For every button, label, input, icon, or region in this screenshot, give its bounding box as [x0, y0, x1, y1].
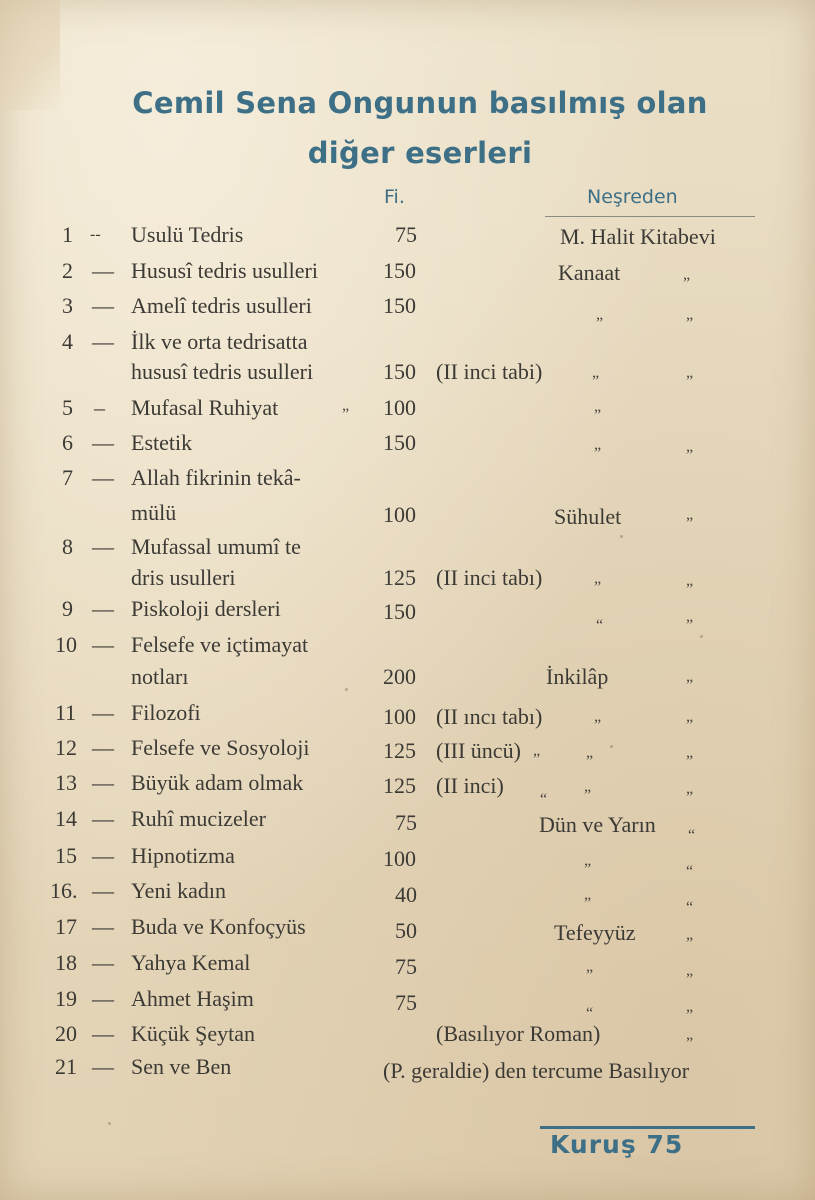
ditto-mark: ”: [594, 407, 602, 424]
ditto-mark: ”: [686, 717, 694, 734]
book-dash: —: [92, 465, 114, 490]
book-dash: —: [92, 700, 114, 725]
ditto-mark: “: [586, 1005, 594, 1022]
ditto-mark: ”: [586, 753, 594, 770]
book-price: 40: [395, 882, 417, 907]
book-price: 75: [395, 810, 417, 835]
book-number: 9: [62, 596, 73, 621]
book-edition: (II inci tabı): [436, 565, 543, 590]
paper-speck: [108, 1122, 111, 1125]
book-dash: —: [92, 950, 114, 975]
book-dash: —: [92, 1054, 114, 1079]
ditto-mark: ”: [686, 315, 694, 332]
book-dash: --: [90, 226, 101, 243]
price-label: Kuruş 75: [550, 1130, 684, 1159]
ditto-mark: ”: [686, 789, 694, 806]
book-price: 150: [383, 258, 416, 283]
book-dash: –: [94, 395, 105, 420]
book-dash: —: [92, 293, 114, 318]
paper-speck: [620, 535, 623, 538]
book-price: 150: [383, 293, 416, 318]
book-price: 125: [383, 565, 416, 590]
ditto-mark: ”: [533, 751, 541, 768]
book-price: 75: [395, 954, 417, 979]
ditto-mark: ”: [686, 373, 694, 390]
book-title: Estetik: [131, 430, 193, 455]
book-dash: —: [92, 878, 114, 903]
book-dash: —: [92, 806, 114, 831]
book-title: Sen ve Ben: [131, 1054, 232, 1079]
book-title-cont: mülü: [131, 500, 177, 525]
ditto-mark: “: [686, 899, 694, 916]
book-title: Büyük adam olmak: [131, 770, 304, 795]
book-publisher: Kanaat: [558, 260, 621, 285]
ditto-mark: ”: [586, 967, 594, 984]
book-dash: —: [92, 914, 114, 939]
book-dash: —: [92, 329, 114, 354]
book-edition: (II inci tabi): [436, 359, 543, 384]
book-dash: —: [92, 770, 114, 795]
ditto-mark: “: [688, 827, 696, 844]
book-number: 4: [62, 329, 73, 354]
book-title: Yeni kadın: [131, 878, 226, 903]
book-title: Piskoloji dersleri: [131, 596, 281, 621]
book-dash: —: [92, 430, 114, 455]
book-title: Küçük Şeytan: [131, 1021, 256, 1046]
ditto-mark: ”: [686, 971, 694, 988]
book-price: 125: [383, 738, 416, 763]
ditto-mark: ”: [592, 373, 600, 390]
ditto-mark: ”: [686, 753, 694, 770]
ditto-mark: ”: [686, 935, 694, 952]
book-price: 150: [383, 599, 416, 624]
ditto-mark: ”: [686, 447, 694, 464]
book-price: 100: [383, 395, 416, 420]
ditto-mark: ”: [594, 445, 602, 462]
book-title: Filozofi: [131, 700, 201, 725]
book-title-cont: dris usulleri: [131, 565, 236, 590]
book-title: Mufasal Ruhiyat: [131, 395, 279, 420]
ditto-mark: ”: [686, 617, 694, 634]
book-dash: —: [92, 596, 114, 621]
book-number: 8: [62, 534, 73, 559]
book-number: 21: [55, 1054, 77, 1079]
book-title: Hususî tedris usulleri: [131, 258, 318, 283]
book-number: 3: [62, 293, 73, 318]
book-title-cont: hususî tedris usulleri: [131, 359, 314, 384]
book-title: Usulü Tedris: [131, 222, 244, 247]
book-title: Allah fikrinin tekâ-: [131, 465, 301, 490]
header-nesreden: Neşreden: [587, 186, 678, 208]
title-line-1: Cemil Sena Ongunun basılmış olan: [132, 86, 708, 120]
book-dash: —: [92, 986, 114, 1011]
book-price: 150: [383, 430, 416, 455]
book-number: 6: [62, 430, 73, 455]
book-title: Ahmet Haşim: [131, 986, 254, 1011]
book-edition: (III üncü): [436, 738, 521, 763]
book-number: 12: [55, 735, 77, 760]
book-number: 20: [55, 1021, 77, 1046]
book-title-cont: notları: [131, 664, 189, 689]
book-price: 100: [383, 846, 416, 871]
book-price: 75: [395, 990, 417, 1015]
book-price: 150: [383, 359, 416, 384]
book-publisher: Sühulet: [554, 504, 622, 529]
book-title: Mufassal umumî te: [131, 534, 301, 559]
book-publisher: İnkilâp: [546, 664, 609, 689]
ditto-mark: “: [596, 617, 604, 634]
book-dash: —: [92, 1021, 114, 1046]
book-title: Felsefe ve içtimayat: [131, 632, 309, 657]
book-edition: (II inci): [436, 773, 504, 798]
book-title: Yahya Kemal: [131, 950, 251, 975]
book-number: 18: [55, 950, 77, 975]
book-edition: (II ıncı tabı): [436, 704, 543, 729]
book-price: 75: [395, 222, 417, 247]
ditto-mark: ”: [342, 406, 350, 423]
book-publisher: Tefeyyüz: [554, 920, 636, 945]
book-title: Felsefe ve Sosyoloji: [131, 735, 310, 760]
ditto-mark: ”: [686, 515, 694, 532]
paper-speck: [700, 635, 703, 638]
book-publisher: (Basılıyor Roman): [436, 1021, 601, 1046]
book-price: 200: [383, 664, 416, 689]
ditto-mark: ”: [683, 275, 691, 292]
book-number: 10: [55, 632, 77, 657]
paper-speck: [345, 688, 348, 691]
book-title: Amelî tedris usulleri: [131, 293, 312, 318]
book-price: 125: [383, 773, 416, 798]
book-title: İlk ve orta tedrisatta: [131, 329, 308, 354]
book-dash: —: [92, 534, 114, 559]
ditto-mark: “: [686, 863, 694, 880]
ditto-mark: ”: [584, 895, 592, 912]
ditto-mark: ”: [686, 1035, 694, 1052]
book-dash: —: [92, 843, 114, 868]
book-number: 11: [55, 700, 77, 725]
ditto-mark: ”: [686, 581, 694, 598]
book-price: 50: [395, 918, 417, 943]
title-line-2: diğer eserleri: [307, 136, 533, 170]
book-number: 5: [62, 395, 73, 420]
book-publisher: (P. geraldie) den tercume Basılıyor: [383, 1058, 690, 1083]
paper-speck: [610, 745, 613, 748]
book-number: 15: [55, 843, 77, 868]
book-number: 1: [62, 222, 73, 247]
ditto-mark: ”: [584, 787, 592, 804]
book-price: 100: [383, 502, 416, 527]
book-publisher: Dün ve Yarın: [539, 812, 656, 837]
header-fi: Fi.: [384, 186, 405, 208]
book-dash: —: [92, 632, 114, 657]
book-publisher: M. Halit Kitabevi: [560, 224, 716, 249]
ditto-mark: ”: [594, 717, 602, 734]
ditto-mark: “: [540, 791, 548, 808]
book-number: 2: [62, 258, 73, 283]
book-title: Buda ve Konfoçyüs: [131, 914, 306, 939]
book-dash: —: [92, 258, 114, 283]
ditto-mark: ”: [594, 579, 602, 596]
book-number: 7: [62, 465, 73, 490]
header-rule: [545, 216, 755, 217]
ditto-mark: ”: [584, 861, 592, 878]
book-title: Ruhî mucizeler: [131, 806, 267, 831]
book-number: 14: [55, 806, 77, 831]
ditto-mark: ”: [686, 1007, 694, 1024]
ditto-mark: ”: [686, 677, 694, 694]
book-title: Hipnotizma: [131, 843, 235, 868]
book-number: 17: [55, 914, 77, 939]
book-number: 16.: [50, 878, 78, 903]
page-fold: [0, 0, 60, 110]
book-price: 100: [383, 704, 416, 729]
book-number: 19: [55, 986, 77, 1011]
price-rule: [540, 1126, 755, 1129]
book-dash: —: [92, 735, 114, 760]
ditto-mark: ”: [596, 315, 604, 332]
book-number: 13: [55, 770, 77, 795]
